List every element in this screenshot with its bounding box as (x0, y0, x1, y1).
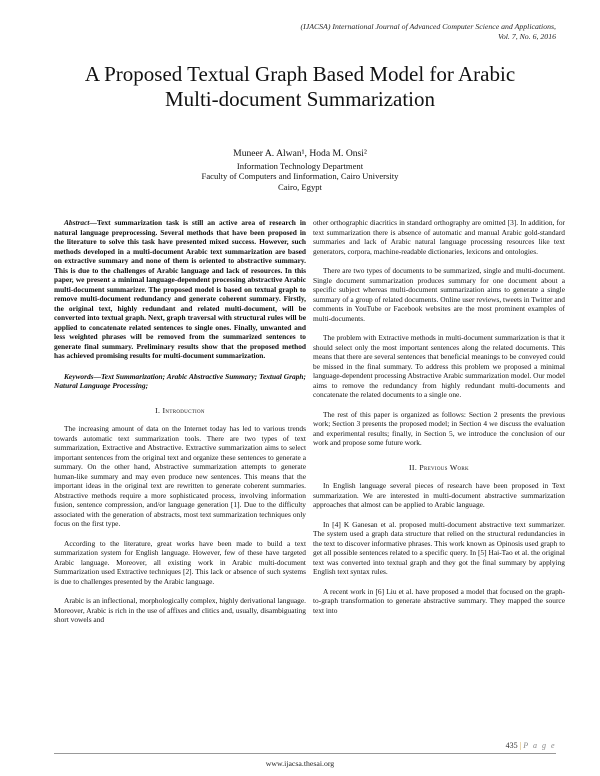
journal-url: www.ijacsa.thesai.org (265, 759, 335, 768)
title-line-1: A Proposed Textual Graph Based Model for Arabic (84, 62, 516, 86)
intro-paragraph-1: The increasing amount of data on the Internet today has led to various trends towards automatic text summarization tools. There are two types of text summarization, Extractive and Abstractive. Extractive summarization aims to select important sentences from the original text and organize these sentences to generate a summary. On the other hand, Abstractive summarization attempts to generate human-like summary and may even produce new sentences. This means that the important ideas in the original text are rewritten to generate coherent summaries. Abstractive methods require a more sophisticated process, involving information fusion, sentence compression, and/or language generation [1]. Due to the difficulty associated with the generation of abstracts, most text summarization techniques only focus on the first type. (54, 424, 306, 528)
abstract (54, 218, 306, 361)
section-heading-previous-work: II. Previous Work (409, 462, 469, 472)
intro-paragraph-4: other orthographic diacritics in standard orthography are omitted [3]. In addition, for text summarization there is absence of automatic and manual Arabic gold-standard summaries and lack of Arabic natural language processing resources like text generators, corpora, machine-readable dictionaries, lexicons and ontologies. (313, 218, 565, 256)
journal-header (226, 22, 556, 42)
previous-work-paragraph-2: In [4] K Ganesan et al. proposed multi-document abstractive text summarizer. The system used a graph data structure that relied on the structural redundancies in the text to discover informative phrases. This work known as Opinosis used graph to get all possible sentences related to a specific query. In [5] Hai-Tao et al. the original text was converted into textual graph and they got the final summary by applying English text syntax rules. (313, 519, 565, 576)
page-separator: | (519, 741, 522, 750)
author-faculty: Faculty of Computers and Iinformation, Cairo University (201, 171, 399, 181)
author-department: Information Technology Department (236, 160, 364, 171)
journal-name: (IJACSA) International Journal of Advanced Computer Science and Applications, (300, 22, 556, 31)
left-column (54, 218, 306, 635)
intro-paragraph-5: There are two types of documents to be summarized, single and multi-document. Single document summarization produces summary for one document about a specific subject whereas multi-document summarization aims to generate a single summary of a group of related documents. Online user reviews, tweets in Twitter and comments in YouTube or Facebook websites are the most prominent examples of multi-documents. (313, 266, 565, 323)
intro-paragraph-3: Arabic is an inflectional, morphologically complex, highly derivational language. Moreover, Arabic is rich in the use of affixes and clitics and, usually, disambiguating short vowels and (54, 596, 306, 624)
right-column (313, 218, 565, 625)
author-block (100, 149, 500, 192)
author-names: Muneer A. Alwan¹, Hoda M. Onsi² (233, 148, 367, 159)
author-location: Cairo, Egypt (278, 181, 322, 192)
section-heading-introduction: I. Introduction (155, 405, 205, 415)
intro-paragraph-2: According to the literature, great works have been made to build a text summarization system for English language. However, few of these have targeted Arabic language. Moreover, all existing work in Arabic multi-document Summarization used Extractive techniques [2]. This lack or absence of such systems is due to challenges presented by the Arabic language. (54, 538, 306, 586)
title-line-2: Multi-document Summarization (164, 87, 436, 111)
page-word: P a g e (523, 741, 556, 750)
paper-title (40, 62, 560, 112)
previous-work-paragraph-1: In English language several pieces of research have been proposed in Text summarization. We are interested in multi-document abstractive summarization approaches that almost can be applied to Arabic language. (313, 481, 565, 509)
page-number: 435 (505, 741, 518, 750)
keywords: Keywords—Text Summarization; Arabic Abstractive Summary; Textual Graph; Natural Language Processing; (54, 371, 306, 390)
abstract-text: —Text summarization task is still an active area of research in natural language preprocessing. Several methods that have been proposed in the literature to solve this task have presented mixed success. However, such methods developed in a multi-document Arabic text summarization are based on extractive summary and none of them is oriented to abstractive summary. This is due to the challenges of Arabic language and lack of resources. In this paper, we present a minimal language-dependent processing abstractive Arabic multi-document summarizer. The proposed model is based on textual graph to remove multi-document redundancy and generate coherent summary. Firstly, the original text, highly redundant and related multi-document, will be converted into textual graph. Next, graph traversal with structural rules will be applied to concatenate related sentences to single ones. Finally, unwanted and less weighted phrases will be removed from the summarized sentences to generate final summary. Preliminary results show that the proposed method has achieved promising results for multi-document summarization. (54, 218, 306, 360)
page-number-block (506, 741, 556, 750)
intro-paragraph-7: The rest of this paper is organized as follows: Section 2 presents the previous work; Section 3 presents the proposed model; in Section 4 we discuss the evaluation and experimental results; finally, in Section 5, we introduce the conclusion of our work and propose some future work. (313, 409, 565, 447)
abstract-lead: Abstract (64, 218, 90, 227)
journal-volume: Vol. 7, No. 6, 2016 (497, 32, 556, 41)
intro-paragraph-6: The problem with Extractive methods in multi-document summarization is that it should select only the most important sentences along the related documents. This means that there are several sentences that beneficial meanings to be conveyed could be missed in the final summary. To address this problem we proposed a minimal language-dependent processing Abstractive Arabic summarization model. Our model aims to remove the redundancy from highly redundant multi-documents and concatenate the related documents to a single one. (313, 333, 565, 399)
footer-divider (54, 753, 556, 754)
previous-work-paragraph-3: A recent work in [6] Liu et al. have proposed a model that focused on the graph-to-graph transformation to generate abstractive summary. They mapped the source text into (313, 586, 565, 615)
